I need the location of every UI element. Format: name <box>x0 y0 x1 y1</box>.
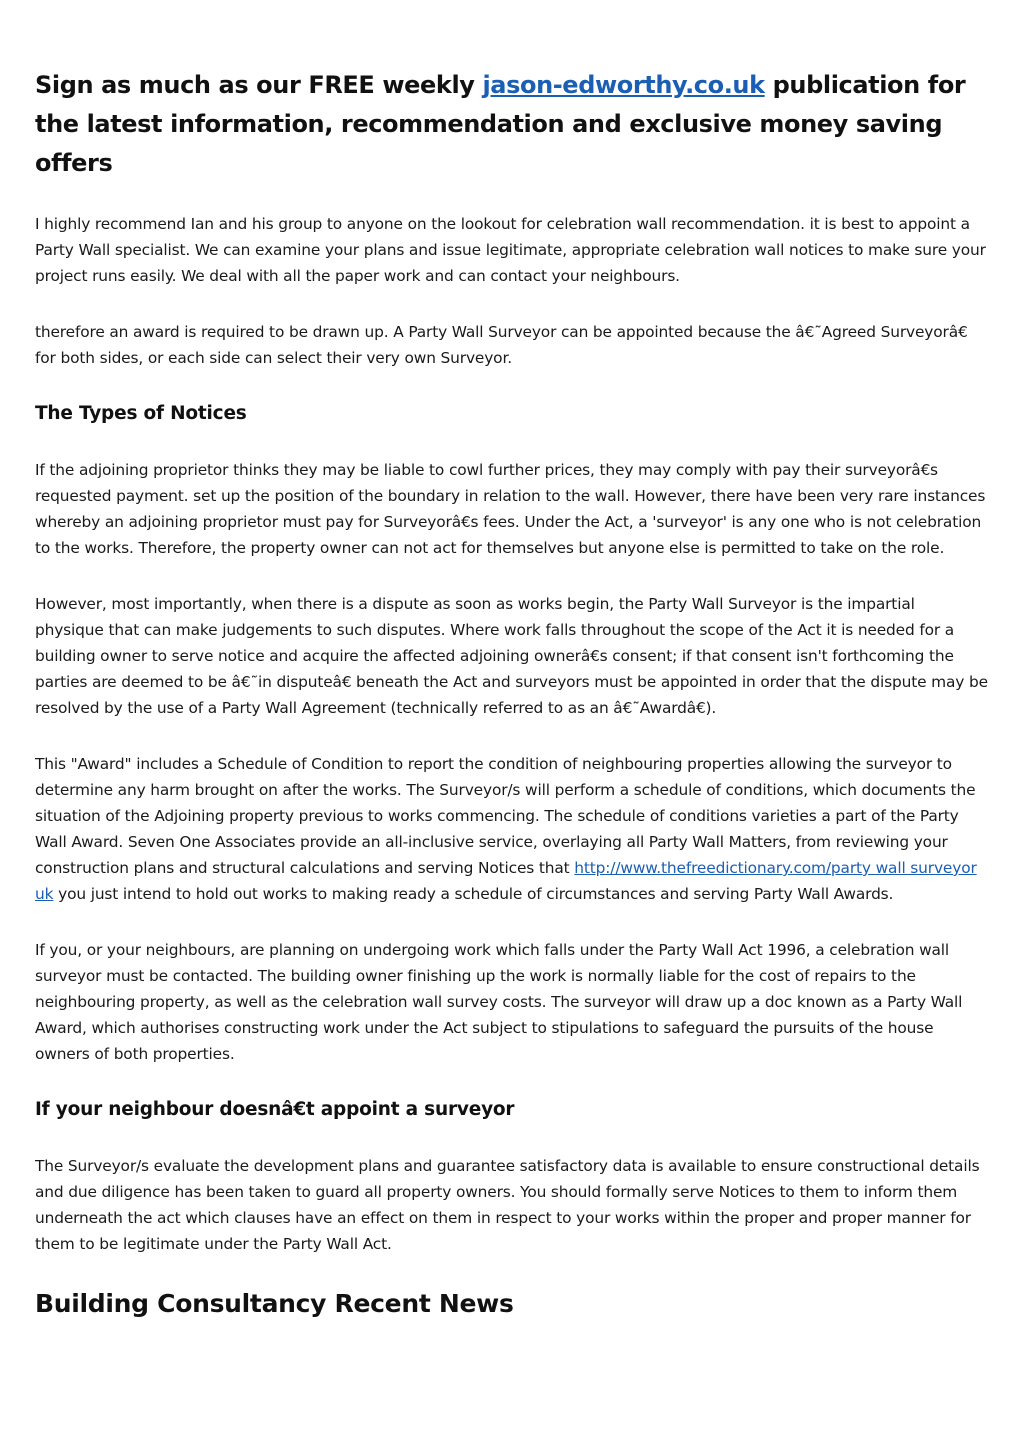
paragraph-schedule-text-after: you just intend to hold out works to making ready a schedule of circumstances and serving Party Wall Awards. <box>53 885 894 903</box>
paragraph-party-wall-act: If you, or your neighbours, are planning on undergoing work which falls under the Party Wall Act 1996, a celebration wall surveyor must be contacted. The building owner finishing up the work is normally liable for the cost of repairs to the neighbouring property, as well as the celebration wall survey costs. The surveyor will draw up a doc known as a Party Wall Award, which authorises constructing work under the Act subject to stipulations to safeguard the pursuits of the house owners of both properties. <box>35 941 963 1063</box>
heading-neighbour-surveyor: If your neighbour doesnâ€t appoint a surveyor <box>35 1099 515 1120</box>
paragraph-schedule-of-condition <box>35 751 988 907</box>
paragraph-adjoining-proprietor: If the adjoining proprietor thinks they may be liable to cowl further prices, they may comply with pay their surveyorâ€s requested payment. set up the position of the boundary in relation to the wall. However, there have been very rare instances whereby an adjoining proprietor must pay for Surveyorâ€s fees. Under the Act, a 'surveyor' is any one who is not celebration to the works. Therefore, the property owner can not act for themselves but anyone else is permitted to take on the role. <box>35 461 986 557</box>
section-heading-recent-news: Building Consultancy Recent News <box>35 1289 514 1318</box>
headline-text-before: Sign as much as our FREE weekly <box>35 71 483 99</box>
headline-site-link[interactable]: jason-edworthy.co.uk <box>482 71 765 99</box>
heading-types-of-notices: The Types of Notices <box>35 403 247 424</box>
paragraph-award: therefore an award is required to be drawn up. A Party Wall Surveyor can be appointed because the â€˜Agreed Surveyorâ€ for both sides, or each side can select their very own Surveyor. <box>35 323 968 367</box>
paragraph-intro: I highly recommend Ian and his group to anyone on the lookout for celebration wall recommendation. it is best to appoint a Party Wall specialist. We can examine your plans and issue legitimate, appropriate celebration wall notices to make sure your project runs easily. We deal with all the paper work and can contact your neighbours. <box>35 215 986 285</box>
page-title <box>35 66 988 183</box>
paragraph-surveyor-evaluate: The Surveyor/s evaluate the development plans and guarantee satisfactory data is available to ensure constructional details and due diligence has been taken to guard all property owners. You should formally serve Notices to them to inform them underneath the act which clauses have an effect on them in respect to your works within the proper and proper manner for them to be legitimate under the Party Wall Act. <box>35 1157 980 1253</box>
headline-text-after: publication for the latest information, recommendation and exclusive money saving offers <box>35 71 966 177</box>
paragraph-dispute: However, most importantly, when there is a dispute as soon as works begin, the Party Wall Surveyor is the impartial physique that can make judgements to such disputes. Where work falls throughout the scope of the Act it is needed for a building owner to serve notice and acquire the affected adjoining ownerâ€s consent; if that consent isn't forthcoming the parties are deemed to be â€˜in disputeâ€ beneath the Act and surveyors must be appointed in order that the dispute may be resolved by the use of a Party Wall Agreement (technically referred to as an â€˜Awardâ€). <box>35 595 988 717</box>
spacer <box>35 183 988 211</box>
dictionary-link[interactable]: http://www.thefreedictionary.com/party wall surveyor uk <box>35 859 977 903</box>
paragraph-schedule-text-before: This "Award" includes a Schedule of Condition to report the condition of neighbouring properties allowing the surveyor to determine any harm brought on after the works. The Surveyor/s will perform a schedule of conditions, which documents the situation of the Adjoining property previous to works commencing. The schedule of conditions varieties a part of the Party Wall Award. Seven One Associates provide an all-inclusive service, overlaying all Party Wall Matters, from reviewing your construction plans and structural calculations and serving Notices that <box>35 755 976 877</box>
